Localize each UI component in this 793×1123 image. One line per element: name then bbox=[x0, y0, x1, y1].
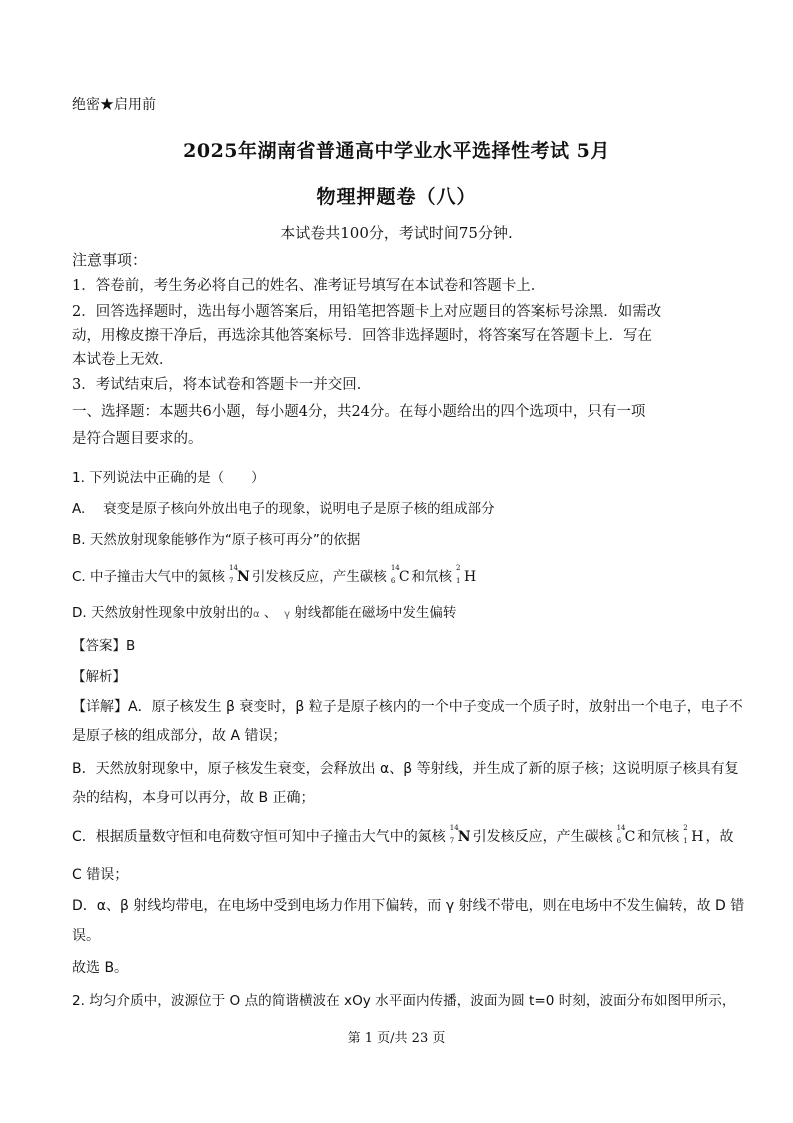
option-d-separator: 、 bbox=[259, 605, 285, 621]
detail-c-text-1: C．根据质量数守恒和电荷数守恒可知中子撞击大气中的氮核 bbox=[72, 829, 446, 845]
nuclide-symbol: C bbox=[398, 569, 410, 585]
detail-b-line1: B．天然放射现象中，原子核发生衰变，会释放出 α、β 等射线，并生成了新的原子核；这说明原子核具有复 bbox=[72, 761, 739, 777]
question-1-option-c bbox=[72, 565, 478, 585]
nuclide-mass-number: 14 bbox=[449, 824, 459, 832]
detail-c-text-3: 和氘核 bbox=[637, 829, 680, 845]
nuclide-charge-number: 7 bbox=[229, 577, 234, 585]
option-c-text-2: 引发核反应，产生碳核 bbox=[251, 569, 387, 585]
deuterium-nuclide bbox=[683, 824, 704, 845]
nuclide-charge-number: 1 bbox=[456, 577, 461, 585]
question-1-option-d bbox=[72, 601, 456, 621]
carbon-nuclide bbox=[390, 564, 410, 585]
analysis-label: 【解析】 bbox=[72, 669, 126, 685]
question-1-option-b: B. 天然放射现象能够作为“原子核可再分”的依据 bbox=[72, 532, 361, 548]
answer-label: 【答案】B bbox=[72, 638, 136, 654]
nuclide-charge-number: 1 bbox=[683, 837, 688, 845]
detail-c-text-4: ，故 bbox=[705, 829, 734, 845]
detail-c-line1 bbox=[72, 826, 734, 846]
exam-subtitle: 物理押题卷（八） bbox=[316, 186, 477, 208]
deuterium-nuclide bbox=[456, 564, 477, 585]
nuclide-mass-number: 14 bbox=[229, 564, 238, 572]
option-d-text-1: D. 天然放射性现象中放射出的 bbox=[72, 605, 253, 621]
nuclide-symbol: N bbox=[457, 829, 471, 845]
nuclide-symbol: N bbox=[237, 569, 250, 585]
option-c-text-1: C. 中子撞击大气中的氮核 bbox=[72, 569, 226, 585]
nuclide-symbol: C bbox=[624, 829, 636, 845]
exam-info: 本试卷共100分，考试时间75分钟. bbox=[280, 224, 513, 242]
nuclide-charge-number: 6 bbox=[616, 837, 622, 845]
carbon-nuclide bbox=[616, 824, 636, 845]
nuclide-mass-number: 14 bbox=[390, 564, 400, 572]
notice-item-2-line1: 2．回答选择题时，选出每小题答案后，用铅笔把答题卡上对应题目的答案标号涂黑．如需改 bbox=[72, 304, 662, 320]
question-1-option-a: A. 衰变是原子核向外放出电子的现象，说明电子是原子核的组成部分 bbox=[72, 501, 495, 517]
notice-item-1: 1．答卷前，考生务必将自己的姓名、准考证号填写在本试卷和答题卡上． bbox=[72, 278, 546, 294]
nuclide-charge-number: 7 bbox=[449, 837, 455, 845]
question-2-stem: 2. 均匀介质中，波源位于 O 点的简谐横波在 xOy 水平面内传播，波面为圆 t=0 时刻，波面分布如图甲所示， bbox=[72, 993, 736, 1009]
nitrogen-nuclide bbox=[449, 824, 471, 845]
detail-a-line2: 是原子核的组成部分，故 A 错误； bbox=[72, 728, 287, 744]
detail-d-line2: 误。 bbox=[72, 928, 100, 944]
nuclide-mass-number: 2 bbox=[456, 564, 461, 572]
page-footer: 第 1 页/共 23 页 bbox=[347, 1031, 446, 1046]
nuclide-charge-number: 6 bbox=[390, 577, 396, 585]
nuclide-symbol: H bbox=[691, 829, 704, 845]
nuclide-symbol: H bbox=[464, 569, 477, 585]
option-d-text-2: 射线都能在磁场中发生偏转 bbox=[290, 605, 457, 621]
detail-c-text-2: 引发核反应，产生碳核 bbox=[472, 829, 613, 845]
detail-a-line1: 【详解】A．原子核发生 β 衰变时，β 粒子是原子核内的一个中子变成一个质子时，放射出一个电子，电子不 bbox=[72, 699, 743, 715]
section-heading-line1: 一、选择题：本题共6小题，每小题4分，共24分。在每小题给出的四个选项中，只有一项 bbox=[72, 404, 646, 420]
confidential-label: 绝密★启用前 bbox=[72, 97, 156, 113]
detail-c-line2: C 错误； bbox=[72, 867, 129, 883]
conclusion: 故选 B。 bbox=[72, 960, 129, 976]
question-1-stem: 1. 下列说法中正确的是（ ） bbox=[72, 470, 265, 486]
detail-d-line1: D．α、β 射线均带电，在电场中受到电场力作用下偏转，而 γ 射线不带电，则在电场中不发生偏转，故 D 错 bbox=[72, 898, 745, 914]
notice-item-3: 3．考试结束后，将本试卷和答题卡一并交回． bbox=[72, 377, 372, 393]
nuclide-mass-number: 2 bbox=[683, 824, 688, 832]
notice-heading: 注意事项： bbox=[72, 251, 148, 269]
alpha-symbol: α bbox=[252, 609, 260, 620]
nuclide-mass-number: 14 bbox=[616, 824, 626, 832]
exam-title: 2025年湖南省普通高中学业水平选择性考试 5月 bbox=[183, 140, 610, 162]
nitrogen-nuclide bbox=[229, 564, 250, 585]
detail-b-line2: 杂的结构，本身可以再分，故 B 正确； bbox=[72, 790, 315, 806]
option-c-text-3: 和氘核 bbox=[411, 569, 453, 585]
notice-item-2-line3: 本试卷上无效． bbox=[72, 352, 174, 368]
notice-item-2-line2: 动，用橡皮擦干净后，再选涂其他答案标号．回答非选择题时，将答案写在答题卡上．写在 bbox=[72, 328, 652, 344]
gamma-symbol: γ bbox=[284, 609, 291, 620]
section-heading-line2: 是符合题目要求的。 bbox=[72, 431, 203, 447]
